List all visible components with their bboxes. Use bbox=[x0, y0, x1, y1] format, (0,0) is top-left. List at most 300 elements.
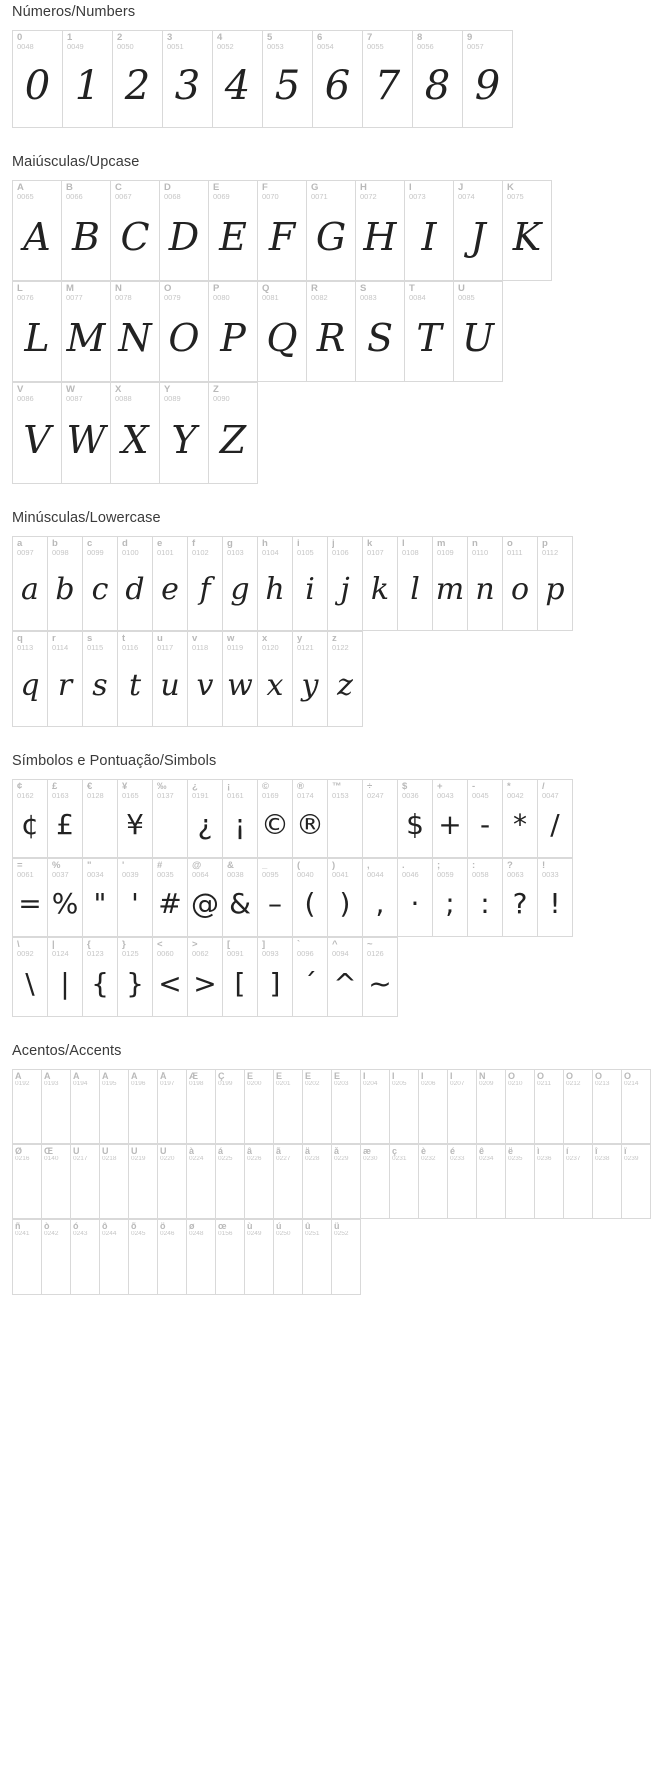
glyph-cell[interactable] bbox=[63, 31, 113, 127]
glyph-meta bbox=[433, 780, 467, 800]
glyph-cell[interactable] bbox=[468, 859, 503, 937]
glyph-cell[interactable] bbox=[71, 1220, 100, 1294]
glyph-cell[interactable] bbox=[118, 632, 153, 726]
glyph-cell[interactable] bbox=[160, 282, 209, 382]
glyph-cell[interactable] bbox=[328, 780, 363, 858]
glyph-cell[interactable] bbox=[332, 1145, 361, 1219]
glyph-char-code: 0128 bbox=[87, 791, 104, 800]
glyph-char-code: 0069 bbox=[213, 192, 230, 201]
glyph-char-code: 0034 bbox=[87, 870, 104, 879]
glyph-cell[interactable] bbox=[209, 181, 258, 281]
glyph-cell[interactable] bbox=[332, 1220, 361, 1294]
glyph-cell[interactable] bbox=[83, 859, 118, 937]
glyph-cell[interactable] bbox=[263, 31, 313, 127]
glyph-sample: U bbox=[461, 316, 495, 361]
glyph-sample bbox=[361, 1163, 389, 1218]
glyph-cell[interactable] bbox=[42, 1070, 71, 1144]
glyph-char-code: 0169 bbox=[262, 791, 279, 800]
glyph-meta bbox=[153, 632, 187, 652]
glyph-char-label: * bbox=[507, 782, 511, 792]
glyph-sample: } bbox=[126, 966, 144, 1000]
glyph-sample: J bbox=[470, 215, 486, 260]
glyph-sample: & bbox=[229, 887, 251, 921]
glyph-char-label: I bbox=[409, 183, 412, 193]
glyph-cell[interactable] bbox=[303, 1220, 332, 1294]
glyph-cell[interactable] bbox=[13, 632, 48, 726]
glyph-cell[interactable] bbox=[13, 780, 48, 858]
glyph-cell[interactable] bbox=[258, 938, 293, 1016]
glyph-cell[interactable] bbox=[163, 31, 213, 127]
glyph-char-code: 0044 bbox=[367, 870, 384, 879]
glyph-meta bbox=[506, 1070, 534, 1088]
glyph-char-code: 0206 bbox=[421, 1081, 436, 1088]
glyph-char-code: 0217 bbox=[73, 1156, 88, 1163]
glyph-sample: s bbox=[92, 667, 108, 703]
glyph-sample bbox=[506, 1088, 534, 1143]
glyph-meta bbox=[223, 632, 257, 652]
glyph-cell[interactable] bbox=[454, 181, 503, 281]
glyph-char-label: e bbox=[157, 539, 163, 549]
glyph-cell[interactable] bbox=[538, 859, 573, 937]
glyph-meta bbox=[13, 632, 47, 652]
glyph-cell[interactable] bbox=[113, 31, 163, 127]
glyph-cell[interactable] bbox=[622, 1145, 651, 1219]
glyph-cell[interactable] bbox=[356, 282, 405, 382]
glyph-cell[interactable] bbox=[622, 1070, 651, 1144]
glyph-cell[interactable] bbox=[118, 780, 153, 858]
glyph-sample: F bbox=[268, 215, 296, 260]
glyph-sample bbox=[448, 1088, 476, 1143]
glyph-char-label: Ò bbox=[508, 1072, 516, 1081]
glyph-cell[interactable] bbox=[13, 537, 48, 631]
glyph-char-code: 0235 bbox=[508, 1156, 523, 1163]
glyph-char-label: % bbox=[52, 861, 61, 871]
glyph-cell[interactable] bbox=[258, 537, 293, 631]
glyph-char-code: 0055 bbox=[367, 42, 384, 51]
glyph-cell[interactable] bbox=[258, 282, 307, 382]
glyph-char-label: ø bbox=[189, 1222, 195, 1231]
glyph-sample bbox=[129, 1238, 157, 1294]
glyph-cell[interactable] bbox=[216, 1070, 245, 1144]
glyph-cell[interactable] bbox=[503, 780, 538, 858]
glyph-cell[interactable] bbox=[503, 859, 538, 937]
glyph-meta bbox=[293, 537, 327, 557]
glyph-char-label: z bbox=[332, 634, 337, 644]
glyph-cell[interactable] bbox=[209, 282, 258, 382]
glyph-cell[interactable] bbox=[564, 1145, 593, 1219]
glyph-cell[interactable] bbox=[419, 1145, 448, 1219]
glyph-cell[interactable] bbox=[153, 632, 188, 726]
glyph-char-code: 0040 bbox=[297, 870, 314, 879]
glyph-cell[interactable] bbox=[258, 632, 293, 726]
glyph-cell[interactable] bbox=[413, 31, 463, 127]
glyph-cell[interactable] bbox=[245, 1220, 274, 1294]
glyph-meta bbox=[356, 181, 404, 201]
glyph-cell[interactable] bbox=[332, 1070, 361, 1144]
glyph-sample bbox=[448, 1163, 476, 1218]
glyph-cell[interactable] bbox=[433, 537, 468, 631]
glyph-cell[interactable] bbox=[83, 780, 118, 858]
glyph-char-code: 0248 bbox=[189, 1231, 204, 1238]
glyph-cell[interactable] bbox=[274, 1220, 303, 1294]
glyph-cell[interactable] bbox=[187, 1070, 216, 1144]
glyph-cell[interactable] bbox=[363, 938, 398, 1016]
glyph-meta bbox=[293, 938, 327, 958]
glyph-sample bbox=[593, 1163, 621, 1218]
glyph-cell[interactable] bbox=[62, 181, 111, 281]
glyph-char-label: û bbox=[305, 1222, 311, 1231]
glyph-char-label: â bbox=[247, 1147, 253, 1156]
glyph-sample bbox=[622, 1088, 650, 1143]
glyph-cell[interactable] bbox=[506, 1145, 535, 1219]
glyph-cell[interactable] bbox=[503, 537, 538, 631]
glyph-meta bbox=[42, 1070, 70, 1088]
glyph-cell[interactable] bbox=[405, 282, 454, 382]
glyph-meta bbox=[71, 1145, 99, 1163]
glyph-cell[interactable] bbox=[463, 31, 513, 127]
glyph-cell[interactable] bbox=[274, 1070, 303, 1144]
glyph-cell[interactable] bbox=[83, 632, 118, 726]
glyph-cell[interactable] bbox=[83, 537, 118, 631]
glyph-cell[interactable] bbox=[245, 1070, 274, 1144]
glyph-char-code: 0236 bbox=[537, 1156, 552, 1163]
glyph-sample bbox=[42, 1238, 70, 1294]
glyph-cell[interactable] bbox=[258, 780, 293, 858]
glyph-char-label: L bbox=[17, 284, 23, 294]
glyph-cell[interactable] bbox=[245, 1145, 274, 1219]
glyph-cell[interactable] bbox=[158, 1070, 187, 1144]
glyph-cell[interactable] bbox=[100, 1220, 129, 1294]
glyph-char-label: l bbox=[402, 539, 405, 549]
glyph-char-label: ™ bbox=[332, 782, 342, 792]
glyph-char-label: _ bbox=[262, 861, 268, 871]
glyph-cell[interactable] bbox=[398, 537, 433, 631]
glyph-cell[interactable] bbox=[506, 1070, 535, 1144]
glyph-cell[interactable] bbox=[538, 537, 573, 631]
glyph-cell[interactable] bbox=[535, 1070, 564, 1144]
glyph-char-label: d bbox=[122, 539, 128, 549]
glyph-char-label: @ bbox=[192, 861, 202, 871]
glyph-meta bbox=[503, 859, 537, 879]
glyph-sample: 7 bbox=[374, 62, 401, 109]
glyph-meta bbox=[118, 537, 152, 557]
glyph-char-code: 0229 bbox=[334, 1156, 349, 1163]
glyph-cell[interactable] bbox=[209, 383, 258, 483]
glyph-cell[interactable] bbox=[188, 780, 223, 858]
glyph-cell[interactable] bbox=[13, 1220, 42, 1294]
glyph-sample bbox=[83, 800, 117, 857]
glyph-meta bbox=[363, 859, 397, 879]
glyph-char-label: ê bbox=[479, 1147, 485, 1156]
glyph-cell[interactable] bbox=[398, 780, 433, 858]
glyph-cell[interactable] bbox=[13, 1070, 42, 1144]
glyph-char-code: 0075 bbox=[507, 192, 524, 201]
glyph-sample: Z bbox=[219, 417, 247, 462]
glyph-cell[interactable] bbox=[363, 780, 398, 858]
glyph-meta bbox=[13, 282, 61, 302]
glyph-meta bbox=[100, 1145, 128, 1163]
glyph-cell[interactable] bbox=[293, 938, 328, 1016]
glyph-meta bbox=[158, 1070, 186, 1088]
glyph-char-label: ¿ bbox=[192, 782, 198, 792]
glyph-char-label: Ñ bbox=[479, 1072, 486, 1081]
glyph-meta bbox=[258, 780, 292, 800]
glyph-char-code: 0193 bbox=[44, 1081, 59, 1088]
glyph-sample bbox=[303, 1238, 331, 1294]
glyph-sample bbox=[245, 1088, 273, 1143]
glyph-char-code: 0082 bbox=[311, 293, 328, 302]
glyph-row bbox=[12, 1144, 651, 1219]
glyph-cell[interactable] bbox=[468, 537, 503, 631]
glyph-cell[interactable] bbox=[390, 1070, 419, 1144]
glyph-cell[interactable] bbox=[223, 859, 258, 937]
glyph-char-code: 0197 bbox=[160, 1081, 175, 1088]
glyph-meta bbox=[223, 859, 257, 879]
glyph-char-label: ç bbox=[392, 1147, 398, 1156]
glyph-cell[interactable] bbox=[303, 1145, 332, 1219]
glyph-cell[interactable] bbox=[71, 1070, 100, 1144]
glyph-meta bbox=[83, 938, 117, 958]
glyph-cell[interactable] bbox=[111, 181, 160, 281]
glyph-char-code: 0036 bbox=[402, 791, 419, 800]
glyph-meta bbox=[307, 282, 355, 302]
glyph-cell[interactable] bbox=[100, 1145, 129, 1219]
glyph-meta bbox=[13, 1070, 41, 1088]
glyph-cell[interactable] bbox=[328, 938, 363, 1016]
glyph-meta bbox=[263, 31, 312, 51]
glyph-meta bbox=[398, 537, 432, 557]
glyph-cell[interactable] bbox=[419, 1070, 448, 1144]
glyph-sample bbox=[71, 1163, 99, 1218]
glyph-meta bbox=[153, 780, 187, 800]
glyph-char-label: ö bbox=[160, 1222, 166, 1231]
glyph-cell[interactable] bbox=[13, 1145, 42, 1219]
glyph-char-code: 0234 bbox=[479, 1156, 494, 1163]
glyph-cell[interactable] bbox=[118, 938, 153, 1016]
glyph-char-label: Ì bbox=[363, 1072, 366, 1081]
glyph-cell[interactable] bbox=[454, 282, 503, 382]
glyph-cell[interactable] bbox=[390, 1145, 419, 1219]
glyph-cell[interactable] bbox=[223, 537, 258, 631]
glyph-cell[interactable] bbox=[62, 383, 111, 483]
glyph-cell[interactable] bbox=[356, 181, 405, 281]
glyph-char-label: : bbox=[472, 861, 476, 871]
glyph-char-label: j bbox=[332, 539, 335, 549]
glyph-cell[interactable] bbox=[448, 1145, 477, 1219]
glyph-sample: £ bbox=[56, 808, 74, 842]
glyph-cell[interactable] bbox=[216, 1220, 245, 1294]
glyph-cell[interactable] bbox=[13, 31, 63, 127]
glyph-char-label: Í bbox=[392, 1072, 395, 1081]
glyph-char-code: 0195 bbox=[102, 1081, 117, 1088]
glyph-meta bbox=[448, 1145, 476, 1163]
glyph-char-code: 0242 bbox=[44, 1231, 59, 1238]
glyph-cell[interactable] bbox=[129, 1220, 158, 1294]
glyph-cell[interactable] bbox=[111, 383, 160, 483]
glyph-cell[interactable] bbox=[42, 1220, 71, 1294]
glyph-cell[interactable] bbox=[187, 1220, 216, 1294]
glyph-sample: z bbox=[337, 667, 353, 703]
glyph-cell[interactable] bbox=[363, 31, 413, 127]
glyph-meta bbox=[307, 181, 355, 201]
glyph-cell[interactable] bbox=[307, 282, 356, 382]
glyph-cell[interactable] bbox=[293, 780, 328, 858]
glyph-cell[interactable] bbox=[188, 938, 223, 1016]
glyph-cell[interactable] bbox=[48, 632, 83, 726]
glyph-meta bbox=[258, 938, 292, 958]
glyph-sample: ^ bbox=[333, 966, 357, 1000]
glyph-cell[interactable] bbox=[448, 1070, 477, 1144]
glyph-cell[interactable] bbox=[100, 1070, 129, 1144]
glyph-cell[interactable] bbox=[62, 282, 111, 382]
glyph-cell[interactable] bbox=[535, 1145, 564, 1219]
glyph-meta bbox=[48, 632, 82, 652]
glyph-cell[interactable] bbox=[216, 1145, 245, 1219]
glyph-char-code: 0214 bbox=[624, 1081, 639, 1088]
glyph-char-label: | bbox=[52, 940, 55, 950]
glyph-meta bbox=[503, 181, 551, 201]
glyph-cell[interactable] bbox=[223, 938, 258, 1016]
glyph-sample: D bbox=[168, 215, 200, 260]
glyph-char-code: 0227 bbox=[276, 1156, 291, 1163]
glyph-char-label: 9 bbox=[467, 33, 473, 43]
glyph-meta bbox=[118, 632, 152, 652]
glyph-cell[interactable] bbox=[13, 282, 62, 382]
glyph-cell[interactable] bbox=[328, 632, 363, 726]
glyph-cell[interactable] bbox=[293, 859, 328, 937]
glyph-cell[interactable] bbox=[48, 780, 83, 858]
glyph-meta bbox=[398, 780, 432, 800]
glyph-sample bbox=[328, 800, 362, 857]
glyph-meta bbox=[83, 632, 117, 652]
glyph-cell[interactable] bbox=[293, 537, 328, 631]
glyph-cell[interactable] bbox=[303, 1070, 332, 1144]
glyph-meta bbox=[361, 1145, 389, 1163]
glyph-cell[interactable] bbox=[71, 1145, 100, 1219]
glyph-sample: ! bbox=[549, 887, 561, 921]
glyph-char-label: ó bbox=[73, 1222, 79, 1231]
glyph-cell[interactable] bbox=[293, 632, 328, 726]
glyph-char-code: 0103 bbox=[227, 548, 244, 557]
glyph-sample: b bbox=[55, 572, 75, 608]
glyph-cell[interactable] bbox=[593, 1145, 622, 1219]
glyph-cell[interactable] bbox=[48, 938, 83, 1016]
glyph-cell[interactable] bbox=[13, 181, 62, 281]
glyph-char-label: w bbox=[227, 634, 235, 644]
glyph-cell[interactable] bbox=[313, 31, 363, 127]
glyph-sample: E bbox=[219, 215, 247, 260]
glyph-cell[interactable] bbox=[477, 1070, 506, 1144]
glyph-meta bbox=[468, 859, 502, 879]
glyph-cell[interactable] bbox=[503, 181, 552, 281]
glyph-cell[interactable] bbox=[48, 537, 83, 631]
glyph-cell[interactable] bbox=[158, 1145, 187, 1219]
glyph-cell[interactable] bbox=[111, 282, 160, 382]
glyph-cell[interactable] bbox=[223, 780, 258, 858]
glyph-meta bbox=[223, 537, 257, 557]
glyph-sample: B bbox=[72, 215, 100, 260]
glyph-cell[interactable] bbox=[258, 181, 307, 281]
glyph-cell[interactable] bbox=[468, 780, 503, 858]
glyph-cell[interactable] bbox=[593, 1070, 622, 1144]
glyph-sample: M bbox=[66, 316, 106, 361]
glyph-cell[interactable] bbox=[153, 537, 188, 631]
glyph-cell[interactable] bbox=[83, 938, 118, 1016]
glyph-cell[interactable] bbox=[363, 859, 398, 937]
glyph-cell[interactable] bbox=[213, 31, 263, 127]
glyph-cell[interactable] bbox=[13, 383, 62, 483]
glyph-meta bbox=[209, 383, 257, 403]
glyph-cell[interactable] bbox=[564, 1070, 593, 1144]
glyph-cell[interactable] bbox=[187, 1145, 216, 1219]
glyph-sample bbox=[216, 1088, 244, 1143]
glyph-sample bbox=[477, 1163, 505, 1218]
glyph-cell[interactable] bbox=[158, 1220, 187, 1294]
glyph-cell[interactable] bbox=[118, 859, 153, 937]
glyph-cell[interactable] bbox=[363, 537, 398, 631]
glyph-cell[interactable] bbox=[188, 537, 223, 631]
glyph-char-label: f bbox=[192, 539, 196, 549]
glyph-cell[interactable] bbox=[433, 859, 468, 937]
glyph-cell[interactable] bbox=[307, 181, 356, 281]
glyph-cell[interactable] bbox=[48, 859, 83, 937]
glyph-cell[interactable] bbox=[129, 1145, 158, 1219]
glyph-sample: | bbox=[60, 966, 70, 1000]
glyph-cell[interactable] bbox=[328, 859, 363, 937]
glyph-cell[interactable] bbox=[274, 1145, 303, 1219]
glyph-cell[interactable] bbox=[361, 1070, 390, 1144]
glyph-row bbox=[12, 281, 503, 382]
glyph-cell[interactable] bbox=[398, 859, 433, 937]
glyph-sample bbox=[332, 1088, 360, 1143]
glyph-cell[interactable] bbox=[118, 537, 153, 631]
glyph-cell[interactable] bbox=[160, 181, 209, 281]
glyph-cell[interactable] bbox=[153, 938, 188, 1016]
glyph-meta bbox=[48, 859, 82, 879]
glyph-sample: T bbox=[416, 316, 442, 361]
glyph-cell[interactable] bbox=[405, 181, 454, 281]
glyph-cell[interactable] bbox=[258, 859, 293, 937]
glyph-sample: ( bbox=[304, 887, 316, 921]
glyph-cell[interactable] bbox=[42, 1145, 71, 1219]
glyph-cell[interactable] bbox=[188, 632, 223, 726]
glyph-char-code: 0153 bbox=[332, 791, 349, 800]
glyph-cell[interactable] bbox=[433, 780, 468, 858]
glyph-sample bbox=[390, 1163, 418, 1218]
glyph-cell[interactable] bbox=[13, 938, 48, 1016]
glyph-cell[interactable] bbox=[361, 1145, 390, 1219]
glyph-meta bbox=[48, 537, 82, 557]
glyph-cell[interactable] bbox=[153, 780, 188, 858]
glyph-cell[interactable] bbox=[328, 537, 363, 631]
glyph-char-code: 0085 bbox=[458, 293, 475, 302]
glyph-cell[interactable] bbox=[160, 383, 209, 483]
glyph-cell[interactable] bbox=[477, 1145, 506, 1219]
glyph-cell[interactable] bbox=[538, 780, 573, 858]
glyph-cell[interactable] bbox=[13, 859, 48, 937]
glyph-cell[interactable] bbox=[153, 859, 188, 937]
glyph-char-code: 0247 bbox=[367, 791, 384, 800]
glyph-cell[interactable] bbox=[188, 859, 223, 937]
glyph-char-label: © bbox=[262, 782, 269, 792]
glyph-char-label: u bbox=[157, 634, 163, 644]
glyph-cell[interactable] bbox=[129, 1070, 158, 1144]
glyph-sample: l bbox=[410, 572, 420, 608]
glyph-char-label: À bbox=[15, 1072, 22, 1081]
glyph-cell[interactable] bbox=[223, 632, 258, 726]
glyph-char-label: Q bbox=[262, 284, 270, 294]
glyph-meta bbox=[188, 859, 222, 879]
